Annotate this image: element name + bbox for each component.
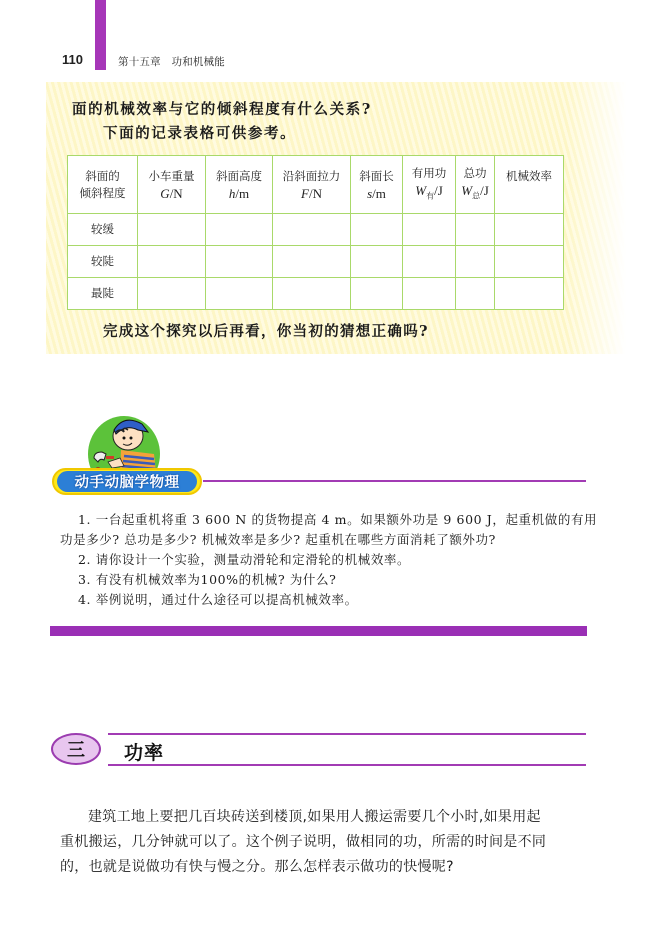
- exercise-list: [60, 510, 600, 610]
- section-end-band: [50, 626, 587, 636]
- table-cell: [273, 214, 351, 246]
- section-rule-bottom: [108, 764, 586, 766]
- exercise-item: [60, 510, 600, 530]
- header-text: 斜面高度: [216, 168, 262, 183]
- paragraph-line: 的，也就是说做功有快与慢之分。那么怎样表示做功的快慢呢?: [60, 859, 454, 875]
- body-paragraph: [60, 805, 590, 880]
- row-label: 最陡: [68, 278, 138, 310]
- header-text: 有用功: [411, 165, 447, 180]
- exercise-text: 有没有机械效率为100%的机械? 为什么?: [95, 572, 337, 587]
- header-text: 小车重量: [148, 168, 195, 183]
- header-text: 斜面长: [359, 168, 394, 183]
- banner-divider: [203, 480, 586, 482]
- header-text: 机械效率: [506, 169, 552, 183]
- table-row: [68, 278, 564, 310]
- exercise-continuation: 功是多少? 总功是多少? 机械效率是多少? 起重机在哪些方面消耗了额外功?: [60, 532, 496, 547]
- table-intro: 下面的记录表格可供参考。: [103, 125, 297, 142]
- table-cell: [456, 278, 495, 310]
- table-cell: [495, 278, 564, 310]
- table-cell: [495, 246, 564, 278]
- section-number-badge: 三: [51, 733, 101, 765]
- inquiry-question: 面的机械效率与它的倾斜程度有什么关系?: [72, 101, 372, 118]
- header-text: 倾斜程度: [79, 185, 126, 200]
- header-useful-work: [403, 156, 456, 214]
- paragraph-line: 重机搬运，几分钟就可以了。这个例子说明，做相同的功，所需的时间是不同: [60, 834, 547, 850]
- exercise-text: 举例说明，通过什么途径可以提高机械效率。: [95, 592, 358, 607]
- header-efficiency: [495, 156, 564, 214]
- header-cart-weight: [138, 156, 206, 214]
- header-unit: $W_有/J$: [415, 182, 443, 201]
- table-cell: [206, 278, 273, 310]
- exercise-number: 1.: [78, 512, 92, 527]
- page-number: 110: [62, 52, 83, 67]
- table-cell: [138, 246, 206, 278]
- row-label: 较陡: [68, 246, 138, 278]
- header-text: 斜面的: [85, 168, 120, 183]
- table-row: [68, 214, 564, 246]
- table-cell: [403, 246, 456, 278]
- exercise-item: [60, 590, 600, 610]
- table-cell: [351, 278, 403, 310]
- exercise-banner: [52, 468, 202, 495]
- exercise-number: 2.: [78, 552, 92, 567]
- header-text: 总功: [463, 165, 487, 180]
- header-text: 沿斜面拉力: [282, 168, 341, 183]
- table-row: [68, 246, 564, 278]
- exercise-text: 一台起重机将重 3 600 N 的货物提高 4 m。如果额外功是 9 600 J，起重机做的有用: [95, 512, 598, 527]
- table-cell: [351, 246, 403, 278]
- table-cell: [403, 214, 456, 246]
- table-cell: [206, 214, 273, 246]
- header-unit: h/m: [228, 185, 250, 201]
- record-table: [67, 155, 564, 310]
- header-unit: $W_总/J$: [461, 182, 489, 201]
- chapter-accent-bar: [95, 0, 106, 70]
- table-cell: [138, 278, 206, 310]
- table-cell: [456, 246, 495, 278]
- table-cell: [351, 214, 403, 246]
- header-pull-force: [273, 156, 351, 214]
- header-incline-length: [351, 156, 403, 214]
- table-cell: [273, 278, 351, 310]
- exercise-item: [60, 550, 600, 570]
- exercise-number: 4.: [78, 592, 92, 607]
- table-cell: [273, 246, 351, 278]
- closing-question: 完成这个探究以后再看，你当初的猜想正确吗?: [103, 323, 429, 340]
- exercise-text: 请你设计一个实验，测量动滑轮和定滑轮的机械效率。: [95, 552, 411, 567]
- table-cell: [495, 214, 564, 246]
- row-label: 较缓: [68, 214, 138, 246]
- paragraph-line: 建筑工地上要把几百块砖送到楼顶,如果用人搬运需要几个小时,如果用起: [88, 809, 541, 825]
- header-unit: G/N: [160, 185, 183, 201]
- header-incline-degree: [68, 156, 138, 214]
- table-cell: [403, 278, 456, 310]
- section-title: 功率: [124, 742, 165, 764]
- banner-label: 动手动脑学物理: [57, 471, 197, 492]
- exercise-item: [60, 570, 600, 590]
- header-unit: F/N: [301, 185, 322, 201]
- table-header-row: [68, 156, 564, 214]
- section-rule-top: [108, 733, 586, 735]
- header-unit: s/m: [367, 185, 386, 201]
- table-cell: [456, 214, 495, 246]
- header-incline-height: [206, 156, 273, 214]
- header-total-work: [456, 156, 495, 214]
- table-cell: [206, 246, 273, 278]
- exercise-number: 3.: [78, 572, 92, 587]
- chapter-title: 第十五章 功和机械能: [118, 56, 225, 68]
- table-cell: [138, 214, 206, 246]
